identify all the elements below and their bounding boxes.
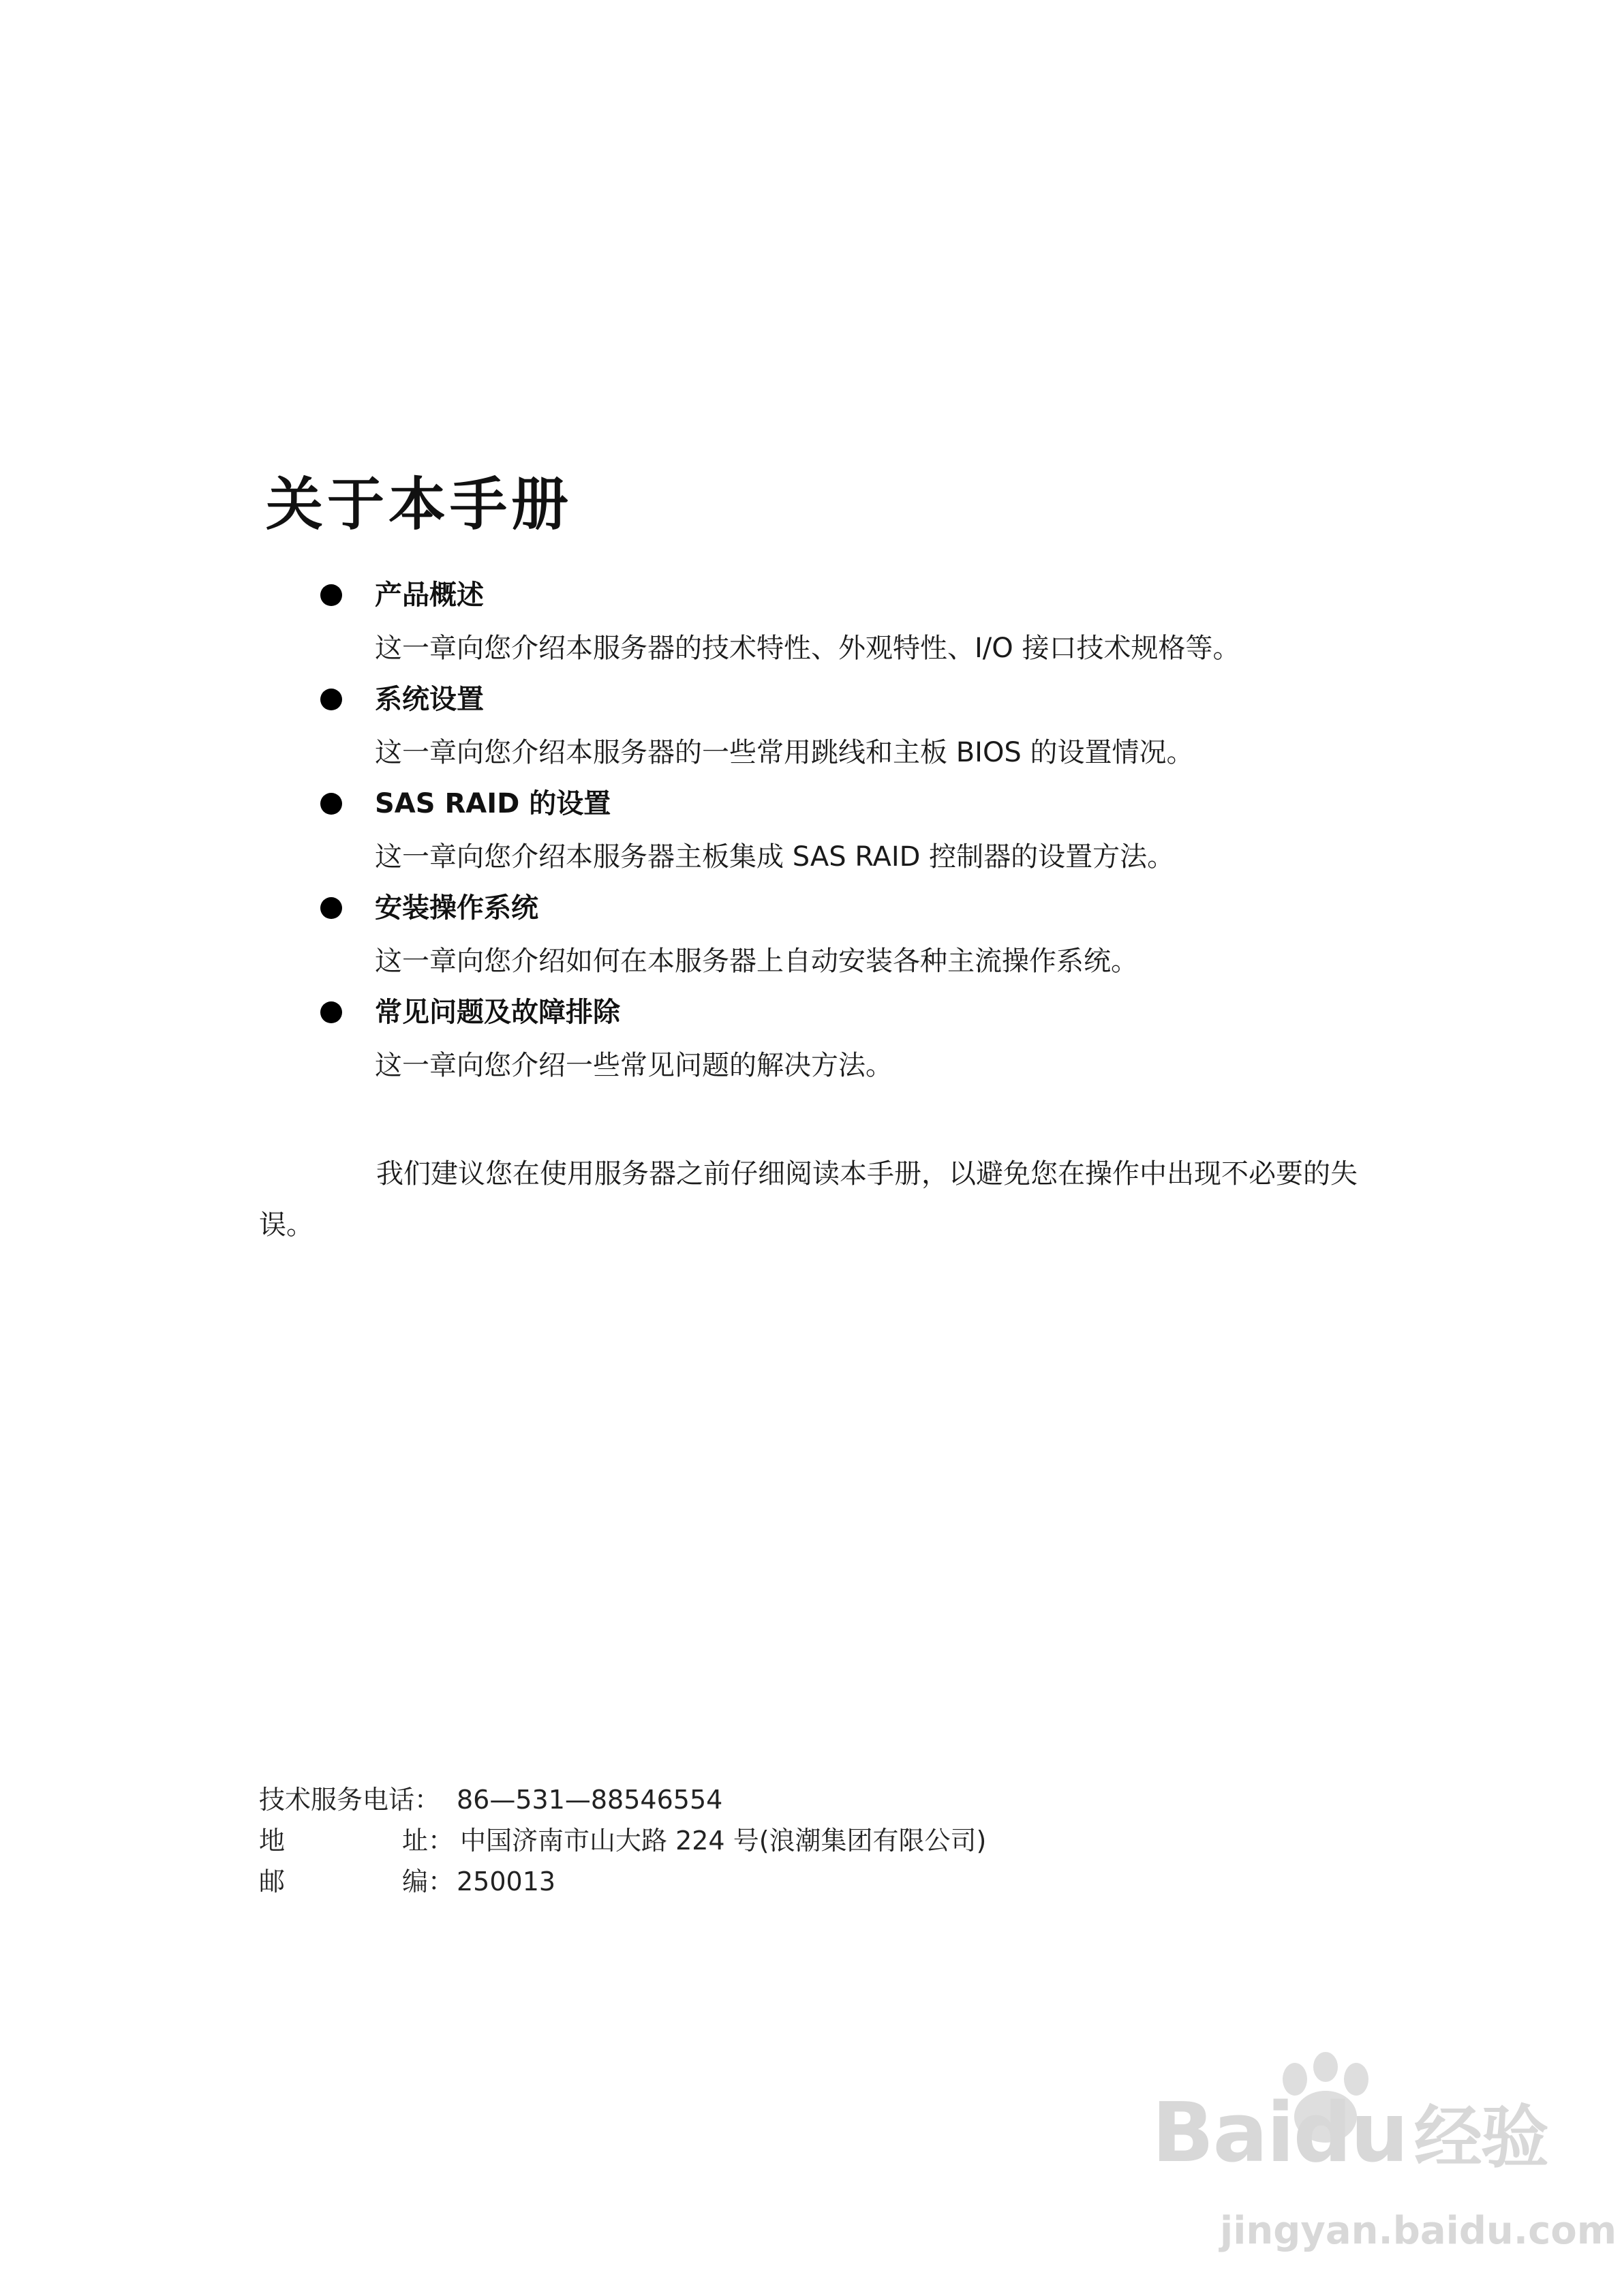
phone-value: 86—531—88546554 xyxy=(457,1785,723,1815)
chapter-title: 系统设置 xyxy=(375,684,484,715)
chapter-item xyxy=(320,993,1479,1098)
postcode-value: 250013 xyxy=(457,1867,556,1897)
postcode-label-start: 邮 xyxy=(259,1867,286,1897)
chapter-item xyxy=(320,889,1479,993)
reading-advice: 我们建议您在使用服务器之前仔细阅读本手册，以避免您在操作中出现不必要的失误。 xyxy=(259,1158,1358,1241)
bullet-icon xyxy=(320,584,342,606)
address-value: 中国济南市山大路 224 号(浪潮集团有限公司) xyxy=(460,1826,987,1856)
chapter-title: 常见问题及故障排除 xyxy=(375,997,620,1028)
phone-label: 技术服务电话： xyxy=(259,1785,441,1815)
chapter-title: SAS RAID 的设置 xyxy=(375,788,611,819)
bullet-icon xyxy=(320,1001,342,1023)
logo-bai: Bai xyxy=(1152,2086,1294,2181)
chapter-title: 安装操作系统 xyxy=(375,892,538,924)
bullet-icon xyxy=(320,793,342,815)
bullet-icon xyxy=(320,897,342,919)
chapter-description: 这一章向您介绍如何在本服务器上自动安装各种主流操作系统。 xyxy=(375,946,1138,977)
chapter-item xyxy=(320,785,1479,889)
chapter-item xyxy=(320,680,1479,785)
chapter-description: 这一章向您介绍一些常见问题的解决方法。 xyxy=(375,1050,893,1081)
logo-du: du xyxy=(1293,2086,1407,2181)
chapter-description: 这一章向您介绍本服务器主板集成 SAS RAID 控制器的设置方法。 xyxy=(375,841,1175,873)
watermark-logo xyxy=(1152,2086,1548,2181)
chapter-description: 这一章向您介绍本服务器的一些常用跳线和主板 BIOS 的设置情况。 xyxy=(375,737,1194,768)
chapter-item xyxy=(320,576,1479,680)
address-label-start: 地 xyxy=(259,1826,286,1856)
chapter-description: 这一章向您介绍本服务器的技术特性、外观特性、I/O 接口技术规格等。 xyxy=(375,633,1240,664)
chapter-title: 产品概述 xyxy=(375,579,484,611)
page-title: 关于本手册 xyxy=(266,471,573,538)
chapter-list xyxy=(320,576,1479,1098)
bullet-icon xyxy=(320,689,342,710)
address-label-end: 址： xyxy=(402,1826,455,1856)
postcode-label-end: 编： xyxy=(402,1867,455,1897)
logo-jingyan: 经验 xyxy=(1413,2098,1548,2177)
baidu-jingyan-watermark xyxy=(1152,2052,1617,2277)
watermark-url: jingyan.baidu.com xyxy=(1220,2209,1617,2253)
